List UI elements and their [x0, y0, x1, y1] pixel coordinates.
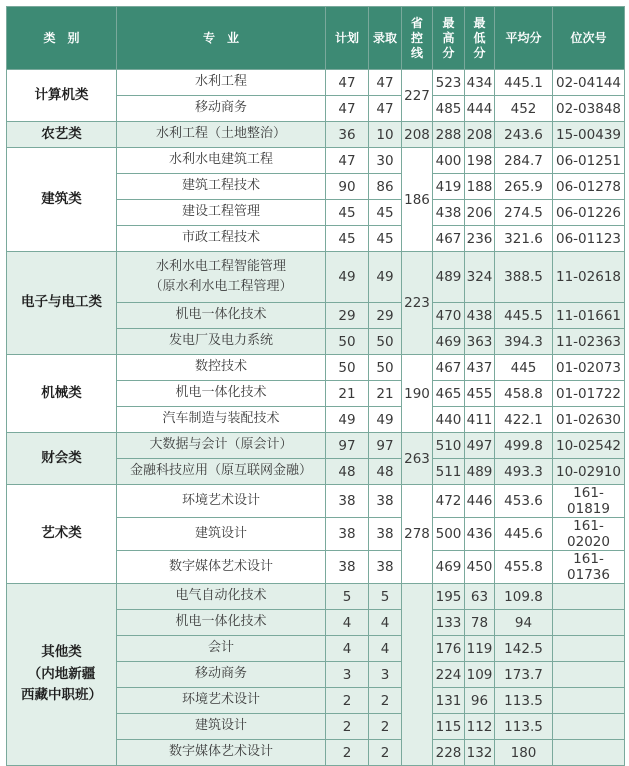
admitted-cell: 5 [369, 584, 402, 610]
min-score-cell: 188 [465, 174, 495, 200]
min-score-cell: 411 [465, 407, 495, 433]
major-cell [117, 688, 326, 714]
min-score-cell: 78 [465, 610, 495, 636]
admission-score-table [6, 6, 625, 766]
admitted-cell: 47 [369, 70, 402, 96]
provincial-line-cell: 208 [402, 122, 433, 148]
avg-score-cell: 499.8 [495, 433, 553, 459]
max-score-cell: 438 [433, 200, 465, 226]
admitted-cell: 38 [369, 518, 402, 551]
min-score-cell: 236 [465, 226, 495, 252]
min-score-cell: 438 [465, 303, 495, 329]
major-cell [117, 551, 326, 584]
avg-score-cell: 265.9 [495, 174, 553, 200]
major-name: 大数据与会计（原会计） [149, 437, 293, 453]
rank-cell [553, 740, 625, 766]
admitted-cell: 21 [369, 381, 402, 407]
min-score-cell: 489 [465, 459, 495, 485]
major-cell [117, 714, 326, 740]
admitted-cell: 2 [369, 740, 402, 766]
major-cell [117, 584, 326, 610]
plan-cell: 47 [326, 148, 369, 174]
avg-score-cell: 113.5 [495, 688, 553, 714]
avg-score-cell: 109.8 [495, 584, 553, 610]
admitted-cell: 45 [369, 200, 402, 226]
major-name: 数控技术 [194, 359, 247, 375]
provincial-line-cell: 186 [402, 148, 433, 252]
rank-cell: 11-01661 [553, 303, 625, 329]
admitted-cell: 49 [369, 252, 402, 303]
max-score-cell: 440 [433, 407, 465, 433]
max-score-cell: 500 [433, 518, 465, 551]
rank-cell: 161-01736 [553, 551, 625, 584]
major-cell [117, 740, 326, 766]
min-score-cell: 444 [465, 96, 495, 122]
table-row [7, 122, 625, 148]
plan-cell: 4 [326, 610, 369, 636]
major-cell [117, 355, 326, 381]
admitted-cell: 30 [369, 148, 402, 174]
major-name: 电气自动化技术 [175, 588, 267, 604]
major-cell [117, 433, 326, 459]
max-score-cell: 467 [433, 355, 465, 381]
avg-score-cell: 394.3 [495, 329, 553, 355]
max-score-cell: 511 [433, 459, 465, 485]
major-name: 水利水电建筑工程 [168, 152, 273, 168]
max-score-cell: 400 [433, 148, 465, 174]
min-score-cell: 119 [465, 636, 495, 662]
header-major: 专 业 [117, 7, 326, 70]
major-cell [117, 174, 326, 200]
admitted-cell: 50 [369, 329, 402, 355]
admitted-cell: 4 [369, 636, 402, 662]
admitted-cell: 50 [369, 355, 402, 381]
rank-cell: 01-02073 [553, 355, 625, 381]
major-cell [117, 226, 326, 252]
table-row [7, 148, 625, 174]
admitted-cell: 86 [369, 174, 402, 200]
admitted-cell: 2 [369, 714, 402, 740]
plan-cell: 45 [326, 226, 369, 252]
major-name: 会计 [207, 640, 234, 656]
category-label: 艺术类 [41, 525, 82, 542]
plan-cell: 49 [326, 407, 369, 433]
plan-cell: 47 [326, 70, 369, 96]
rank-cell: 11-02618 [553, 252, 625, 303]
rank-cell: 11-02363 [553, 329, 625, 355]
max-score-cell: 469 [433, 329, 465, 355]
avg-score-cell: 321.6 [495, 226, 553, 252]
avg-score-cell: 284.7 [495, 148, 553, 174]
avg-score-cell: 445.6 [495, 518, 553, 551]
avg-score-cell: 455.8 [495, 551, 553, 584]
provincial-line-cell [402, 584, 433, 766]
rank-cell [553, 688, 625, 714]
major-name: 数字媒体艺术设计 [168, 744, 273, 760]
plan-cell: 38 [326, 485, 369, 518]
category-cell [7, 433, 117, 485]
major-cell [117, 518, 326, 551]
plan-cell: 2 [326, 740, 369, 766]
avg-score-cell: 458.8 [495, 381, 553, 407]
major-name: 发电厂及电力系统 [168, 333, 273, 349]
category-cell [7, 252, 117, 355]
rank-cell: 161-02020 [553, 518, 625, 551]
header-max-score-text: 最 高 分 [442, 15, 455, 60]
major-cell [117, 96, 326, 122]
plan-cell: 2 [326, 688, 369, 714]
table-row [7, 433, 625, 459]
major-name: 机电一体化技术 [175, 385, 267, 401]
major-cell [117, 485, 326, 518]
avg-score-cell: 445.1 [495, 70, 553, 96]
major-cell [117, 303, 326, 329]
admitted-cell: 47 [369, 96, 402, 122]
header-avg-score: 平均分 [495, 7, 553, 70]
plan-cell: 49 [326, 252, 369, 303]
category-label: 机械类 [41, 384, 82, 401]
avg-score-cell: 180 [495, 740, 553, 766]
max-score-cell: 469 [433, 551, 465, 584]
major-cell [117, 148, 326, 174]
major-name: 移动商务 [194, 666, 247, 682]
major-name: 环境艺术设计 [181, 492, 260, 508]
table-row [7, 355, 625, 381]
admitted-cell: 48 [369, 459, 402, 485]
header-category: 类 别 [7, 7, 117, 70]
major-cell [117, 381, 326, 407]
max-score-cell: 467 [433, 226, 465, 252]
max-score-cell: 176 [433, 636, 465, 662]
category-cell [7, 584, 117, 766]
plan-cell: 29 [326, 303, 369, 329]
min-score-cell: 437 [465, 355, 495, 381]
avg-score-cell: 274.5 [495, 200, 553, 226]
category-cell [7, 122, 117, 148]
avg-score-cell: 445.5 [495, 303, 553, 329]
major-cell [117, 200, 326, 226]
min-score-cell: 198 [465, 148, 495, 174]
admitted-cell: 38 [369, 485, 402, 518]
category-label-line3: 西藏中职班） [21, 687, 102, 704]
rank-cell [553, 584, 625, 610]
table-row [7, 485, 625, 518]
min-score-cell: 109 [465, 662, 495, 688]
admitted-cell: 45 [369, 226, 402, 252]
admitted-cell: 49 [369, 407, 402, 433]
header-admitted: 录取 [369, 7, 402, 70]
category-label: 计算机类 [34, 86, 89, 103]
plan-cell: 3 [326, 662, 369, 688]
max-score-cell: 465 [433, 381, 465, 407]
rank-cell [553, 714, 625, 740]
plan-cell: 21 [326, 381, 369, 407]
rank-cell: 01-02630 [553, 407, 625, 433]
major-name: 移动商务 [194, 100, 247, 116]
plan-cell: 2 [326, 714, 369, 740]
min-score-cell: 96 [465, 688, 495, 714]
provincial-line-cell: 190 [402, 355, 433, 433]
max-score-cell: 288 [433, 122, 465, 148]
rank-cell: 02-03848 [553, 96, 625, 122]
rank-cell [553, 662, 625, 688]
header-min-score [465, 7, 495, 70]
header-provincial-line-text: 省 控 线 [410, 15, 423, 60]
category-cell [7, 148, 117, 252]
rank-cell: 01-01722 [553, 381, 625, 407]
rank-cell: 06-01251 [553, 148, 625, 174]
admitted-cell: 2 [369, 688, 402, 714]
category-label: 财会类 [41, 449, 82, 466]
avg-score-cell: 493.3 [495, 459, 553, 485]
major-name: 市政工程技术 [181, 230, 260, 246]
plan-cell: 90 [326, 174, 369, 200]
table-row [7, 252, 625, 303]
major-cell [117, 636, 326, 662]
plan-cell: 38 [326, 518, 369, 551]
header-min-score-text: 最 低 分 [473, 15, 486, 60]
max-score-cell: 224 [433, 662, 465, 688]
major-name: 水利工程（土地整治） [155, 126, 286, 142]
provincial-line-cell: 263 [402, 433, 433, 485]
major-cell [117, 70, 326, 96]
rank-cell: 15-00439 [553, 122, 625, 148]
min-score-cell: 455 [465, 381, 495, 407]
major-cell [117, 610, 326, 636]
major-cell [117, 252, 326, 303]
rank-cell: 06-01123 [553, 226, 625, 252]
plan-cell: 50 [326, 355, 369, 381]
table-row [7, 70, 625, 96]
major-cell [117, 407, 326, 433]
min-score-cell: 436 [465, 518, 495, 551]
plan-cell: 38 [326, 551, 369, 584]
min-score-cell: 63 [465, 584, 495, 610]
min-score-cell: 363 [465, 329, 495, 355]
major-name: 环境艺术设计 [181, 692, 260, 708]
avg-score-cell: 453.6 [495, 485, 553, 518]
max-score-cell: 523 [433, 70, 465, 96]
min-score-cell: 497 [465, 433, 495, 459]
header-provincial-line [402, 7, 433, 70]
plan-cell: 48 [326, 459, 369, 485]
avg-score-cell: 142.5 [495, 636, 553, 662]
avg-score-cell: 173.7 [495, 662, 553, 688]
avg-score-cell: 388.5 [495, 252, 553, 303]
header-rank: 位次号 [553, 7, 625, 70]
rank-cell: 06-01278 [553, 174, 625, 200]
avg-score-cell: 452 [495, 96, 553, 122]
major-name: 水利水电工程智能管理 [155, 258, 286, 274]
admitted-cell: 97 [369, 433, 402, 459]
category-label: 农艺类 [41, 125, 82, 142]
major-cell [117, 662, 326, 688]
category-label-line2: （内地新疆 [27, 665, 96, 682]
header-plan: 计划 [326, 7, 369, 70]
max-score-cell: 131 [433, 688, 465, 714]
rank-cell [553, 610, 625, 636]
plan-cell: 4 [326, 636, 369, 662]
table-body [7, 70, 625, 766]
provincial-line-cell: 278 [402, 485, 433, 584]
max-score-cell: 115 [433, 714, 465, 740]
plan-cell: 50 [326, 329, 369, 355]
min-score-cell: 208 [465, 122, 495, 148]
avg-score-cell: 422.1 [495, 407, 553, 433]
rank-cell: 10-02542 [553, 433, 625, 459]
min-score-cell: 434 [465, 70, 495, 96]
major-name: 机电一体化技术 [175, 307, 267, 323]
major-name: 数字媒体艺术设计 [168, 558, 273, 574]
category-cell [7, 485, 117, 584]
major-name: 水利工程 [194, 74, 247, 90]
min-score-cell: 112 [465, 714, 495, 740]
min-score-cell: 206 [465, 200, 495, 226]
header-max-score [433, 7, 465, 70]
rank-cell: 02-04144 [553, 70, 625, 96]
plan-cell: 45 [326, 200, 369, 226]
rank-cell: 10-02910 [553, 459, 625, 485]
category-cell [7, 355, 117, 433]
category-label: 电子与电工类 [21, 294, 102, 311]
min-score-cell: 132 [465, 740, 495, 766]
admitted-cell: 38 [369, 551, 402, 584]
major-name: 建筑设计 [194, 525, 247, 541]
admitted-cell: 4 [369, 610, 402, 636]
category-cell [7, 70, 117, 122]
major-name: 机电一体化技术 [175, 614, 267, 630]
header-row [7, 7, 625, 70]
admitted-cell: 29 [369, 303, 402, 329]
avg-score-cell: 445 [495, 355, 553, 381]
max-score-cell: 470 [433, 303, 465, 329]
plan-cell: 47 [326, 96, 369, 122]
major-cell [117, 122, 326, 148]
admission-table-container [6, 6, 625, 766]
major-name: 建筑工程技术 [181, 178, 260, 194]
max-score-cell: 510 [433, 433, 465, 459]
admitted-cell: 10 [369, 122, 402, 148]
major-name: 建筑设计 [194, 718, 247, 734]
table-row [7, 584, 625, 610]
plan-cell: 97 [326, 433, 369, 459]
avg-score-cell: 113.5 [495, 714, 553, 740]
max-score-cell: 195 [433, 584, 465, 610]
major-cell [117, 459, 326, 485]
plan-cell: 36 [326, 122, 369, 148]
major-name: 建设工程管理 [181, 204, 260, 220]
max-score-cell: 133 [433, 610, 465, 636]
max-score-cell: 228 [433, 740, 465, 766]
max-score-cell: 419 [433, 174, 465, 200]
plan-cell: 5 [326, 584, 369, 610]
avg-score-cell: 243.6 [495, 122, 553, 148]
min-score-cell: 446 [465, 485, 495, 518]
rank-cell: 161-01819 [553, 485, 625, 518]
major-name: 汽车制造与装配技术 [162, 411, 280, 427]
min-score-cell: 450 [465, 551, 495, 584]
admitted-cell: 3 [369, 662, 402, 688]
major-name: 金融科技应用（原互联网金融） [129, 463, 312, 479]
max-score-cell: 489 [433, 252, 465, 303]
rank-cell [553, 636, 625, 662]
provincial-line-cell: 227 [402, 70, 433, 122]
provincial-line-cell: 223 [402, 252, 433, 355]
major-name-line2: （原水利水电工程管理） [149, 279, 293, 294]
major-cell [117, 329, 326, 355]
max-score-cell: 472 [433, 485, 465, 518]
category-label: 建筑类 [41, 190, 82, 207]
max-score-cell: 485 [433, 96, 465, 122]
category-label: 其他类 [41, 644, 82, 661]
avg-score-cell: 94 [495, 610, 553, 636]
rank-cell: 06-01226 [553, 200, 625, 226]
min-score-cell: 324 [465, 252, 495, 303]
